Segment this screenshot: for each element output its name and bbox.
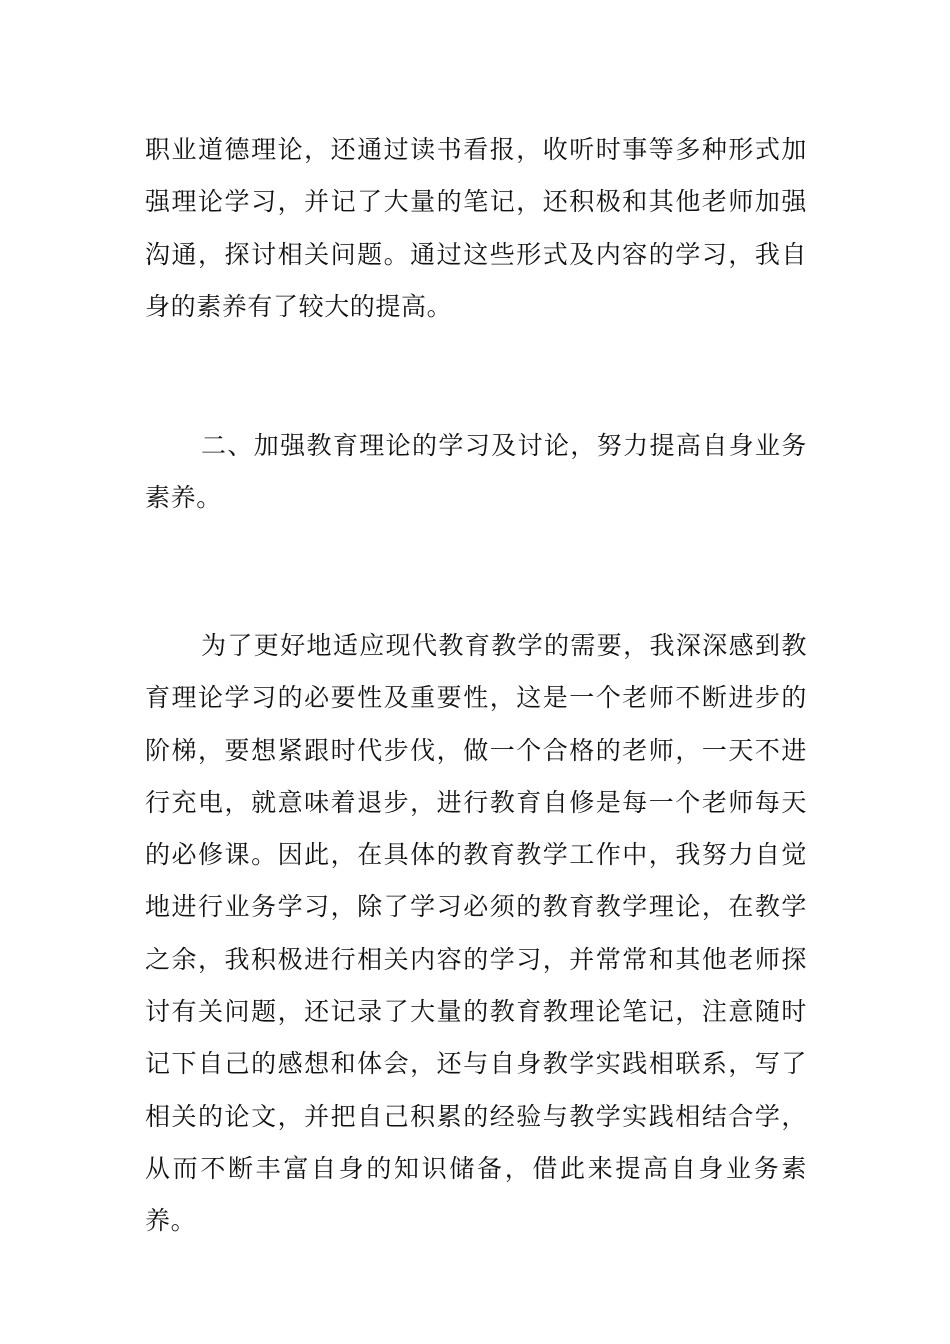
body-paragraph: 为了更好地适应现代教育教学的需要，我深深感到教育理论学习的必要性及重要性，这是一个老师不断进步的阶梯，要想紧跟时代步伐，做一个合格的老师，一天不进行充电，就意味着退步，进行教育自修是每一个老师每天的必修课。因此，在具体的教育教学工作中，我努力自觉地进行业务学习，除了学习必须的教育教学理论，在教学之余，我积极进行相关内容的学习，并常常和其他老师探讨有关问题，还记录了大量的教育教理论笔记，注意随时记下自己的感想和体会，还与自身教学实践相联系，写了相关的论文，并把自己积累的经验与教学实践相结合学，从而不断丰富自身的知识储备，借此来提高自身业务素养。 xyxy=(145,631,807,1236)
section-heading-paragraph: 二、加强教育理论的学习及讨论，努力提高自身业务素养。 xyxy=(145,431,807,513)
paragraph-continuation: 职业道德理论，还通过读书看报，收听时事等多种形式加强理论学习，并记了大量的笔记，还积极和其他老师加强沟通，探讨相关问题。通过这些形式及内容的学习，我自身的素养有了较大的提高。 xyxy=(145,135,807,321)
